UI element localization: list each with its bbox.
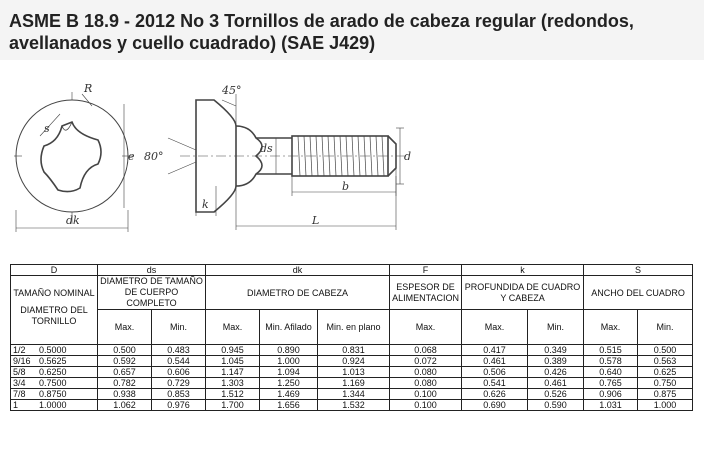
table-description-row bbox=[11, 276, 693, 310]
col-ds-min: Min. bbox=[152, 310, 206, 345]
s-max-value: 0.640 bbox=[584, 367, 638, 378]
header-diameter: DIAMETRO DEL TORNILLO bbox=[20, 304, 88, 326]
table-column-header-row bbox=[11, 310, 693, 345]
header-s: S bbox=[584, 265, 693, 276]
header-ds: ds bbox=[98, 265, 206, 276]
k-min-value: 0.526 bbox=[528, 389, 584, 400]
label-ds: ds bbox=[260, 142, 273, 155]
label-s: s bbox=[44, 122, 50, 135]
label-b: b bbox=[342, 180, 350, 193]
s-max-value: 0.765 bbox=[584, 378, 638, 389]
dk-min-plano-value: 1.169 bbox=[318, 378, 390, 389]
nominal-size-cell bbox=[11, 378, 98, 389]
dk-min-plano-value: 1.344 bbox=[318, 389, 390, 400]
ds-min-value: 0.606 bbox=[152, 367, 206, 378]
table-row bbox=[11, 400, 693, 411]
dk-min-plano-value: 1.013 bbox=[318, 367, 390, 378]
dimensions-table bbox=[10, 264, 693, 411]
s-max-value: 0.578 bbox=[584, 356, 638, 367]
k-max-value: 0.626 bbox=[462, 389, 528, 400]
nominal-fraction: 1 bbox=[13, 400, 19, 410]
label-k: k bbox=[202, 198, 209, 211]
nominal-size-cell bbox=[11, 356, 98, 367]
k-min-value: 0.349 bbox=[528, 345, 584, 356]
s-max-value: 0.515 bbox=[584, 345, 638, 356]
table-row bbox=[11, 345, 693, 356]
dk-max-value: 0.945 bbox=[206, 345, 260, 356]
nominal-decimal: 0.6250 bbox=[39, 367, 67, 377]
page-title: ASME B 18.9 - 2012 No 3 Tornillos de arado de cabeza regular (redondos, avellanados y cuello cuadrado) (SAE J429) bbox=[9, 11, 634, 53]
ds-min-value: 0.729 bbox=[152, 378, 206, 389]
k-max-value: 0.461 bbox=[462, 356, 528, 367]
dk-min-afilado-value: 1.250 bbox=[260, 378, 318, 389]
nominal-size-cell bbox=[11, 345, 98, 356]
dk-min-plano-value: 1.532 bbox=[318, 400, 390, 411]
col-dk-max: Max. bbox=[206, 310, 260, 345]
dk-min-plano-value: 0.831 bbox=[318, 345, 390, 356]
label-angle-45: 45° bbox=[222, 84, 242, 97]
nominal-decimal: 0.8750 bbox=[39, 389, 67, 399]
dk-max-value: 1.700 bbox=[206, 400, 260, 411]
header-f-desc: ESPESOR DE ALIMENTACION bbox=[390, 276, 462, 310]
dk-max-value: 1.512 bbox=[206, 389, 260, 400]
col-dk-min-afilado: Min. Afilado bbox=[260, 310, 318, 345]
header-s-desc: ANCHO DEL CUADRO bbox=[584, 276, 693, 310]
col-dk-min-plano: Min. en plano bbox=[318, 310, 390, 345]
header-k-desc: PROFUNDIDA DE CUADRO Y CABEZA bbox=[462, 276, 584, 310]
table-row bbox=[11, 389, 693, 400]
s-min-value: 0.625 bbox=[638, 367, 693, 378]
ds-max-value: 0.500 bbox=[98, 345, 152, 356]
k-min-value: 0.461 bbox=[528, 378, 584, 389]
dk-min-afilado-value: 0.890 bbox=[260, 345, 318, 356]
k-max-value: 0.506 bbox=[462, 367, 528, 378]
nominal-decimal: 0.5625 bbox=[39, 356, 67, 366]
ds-min-value: 0.853 bbox=[152, 389, 206, 400]
header-dk-desc: DIAMETRO DE CABEZA bbox=[206, 276, 390, 310]
header-nominal-cell bbox=[11, 276, 98, 345]
dk-min-afilado-value: 1.000 bbox=[260, 356, 318, 367]
nominal-size-cell bbox=[11, 389, 98, 400]
label-d: d bbox=[404, 150, 412, 163]
k-min-value: 0.590 bbox=[528, 400, 584, 411]
label-angle-80: 80° bbox=[144, 150, 164, 163]
col-f-max: Max. bbox=[390, 310, 462, 345]
dk-max-value: 1.303 bbox=[206, 378, 260, 389]
col-k-min: Min. bbox=[528, 310, 584, 345]
ds-min-value: 0.976 bbox=[152, 400, 206, 411]
header-d: D bbox=[11, 265, 98, 276]
f-max-value: 0.068 bbox=[390, 345, 462, 356]
f-max-value: 0.080 bbox=[390, 378, 462, 389]
nominal-decimal: 0.7500 bbox=[39, 378, 67, 388]
ds-min-value: 0.483 bbox=[152, 345, 206, 356]
nominal-size-cell bbox=[11, 400, 98, 411]
dk-min-plano-value: 0.924 bbox=[318, 356, 390, 367]
label-r: R bbox=[84, 82, 93, 95]
header-dk: dk bbox=[206, 265, 390, 276]
col-s-max: Max. bbox=[584, 310, 638, 345]
f-max-value: 0.100 bbox=[390, 400, 462, 411]
header-f: F bbox=[390, 265, 462, 276]
s-min-value: 0.875 bbox=[638, 389, 693, 400]
dk-max-value: 1.045 bbox=[206, 356, 260, 367]
nominal-decimal: 1.0000 bbox=[39, 400, 67, 410]
ds-min-value: 0.544 bbox=[152, 356, 206, 367]
nominal-fraction: 1/2 bbox=[13, 345, 26, 355]
nominal-fraction: 7/8 bbox=[13, 389, 26, 399]
bolt-end-view bbox=[14, 92, 134, 232]
col-s-min: Min. bbox=[638, 310, 693, 345]
dk-min-afilado-value: 1.094 bbox=[260, 367, 318, 378]
f-max-value: 0.072 bbox=[390, 356, 462, 367]
s-min-value: 0.750 bbox=[638, 378, 693, 389]
k-min-value: 0.389 bbox=[528, 356, 584, 367]
ds-max-value: 0.782 bbox=[98, 378, 152, 389]
k-max-value: 0.541 bbox=[462, 378, 528, 389]
s-max-value: 1.031 bbox=[584, 400, 638, 411]
table-group-header-row bbox=[11, 265, 693, 276]
dk-min-afilado-value: 1.469 bbox=[260, 389, 318, 400]
k-min-value: 0.426 bbox=[528, 367, 584, 378]
table-row bbox=[11, 356, 693, 367]
col-k-max: Max. bbox=[462, 310, 528, 345]
nominal-size-cell bbox=[11, 367, 98, 378]
s-min-value: 0.563 bbox=[638, 356, 693, 367]
dk-min-afilado-value: 1.656 bbox=[260, 400, 318, 411]
table-row bbox=[11, 367, 693, 378]
k-max-value: 0.690 bbox=[462, 400, 528, 411]
f-max-value: 0.080 bbox=[390, 367, 462, 378]
ds-max-value: 0.938 bbox=[98, 389, 152, 400]
dk-max-value: 1.147 bbox=[206, 367, 260, 378]
header-ds-desc: DIAMETRO DE TAMAÑO DE CUERPO COMPLETO bbox=[98, 276, 206, 310]
label-l: L bbox=[312, 214, 320, 227]
col-ds-max: Max. bbox=[98, 310, 152, 345]
ds-max-value: 1.062 bbox=[98, 400, 152, 411]
table-row bbox=[11, 378, 693, 389]
nominal-fraction: 5/8 bbox=[13, 367, 26, 377]
nominal-decimal: 0.5000 bbox=[39, 345, 67, 355]
k-max-value: 0.417 bbox=[462, 345, 528, 356]
header-k: k bbox=[462, 265, 584, 276]
label-dk: dk bbox=[66, 214, 80, 227]
ds-max-value: 0.592 bbox=[98, 356, 152, 367]
header-nominal: TAMAÑO NOMINAL bbox=[13, 287, 95, 298]
nominal-fraction: 3/4 bbox=[13, 378, 26, 388]
s-max-value: 0.906 bbox=[584, 389, 638, 400]
bolt-technical-drawing bbox=[0, 64, 704, 240]
nominal-fraction: 9/16 bbox=[13, 356, 31, 366]
f-max-value: 0.100 bbox=[390, 389, 462, 400]
s-min-value: 1.000 bbox=[638, 400, 693, 411]
s-min-value: 0.500 bbox=[638, 345, 693, 356]
label-e: e bbox=[128, 150, 135, 163]
ds-max-value: 0.657 bbox=[98, 367, 152, 378]
